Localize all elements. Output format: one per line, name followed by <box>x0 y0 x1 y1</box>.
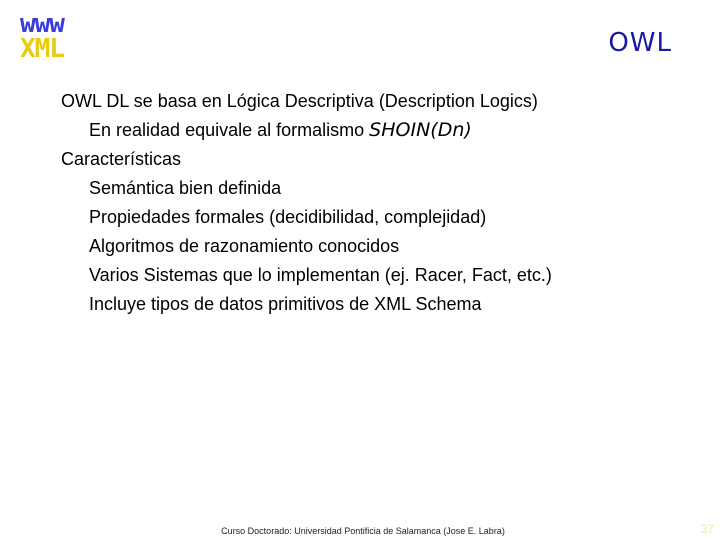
sub-bullet-formalism <box>89 119 701 141</box>
bullet-owl-dl: OWL DL se basa en Lógica Descriptiva (Description Logics) <box>61 91 538 111</box>
www-xml-logo <box>20 9 90 66</box>
bullet-caracteristicas: Características <box>61 149 182 169</box>
logo-xml-text: XML <box>20 34 64 64</box>
formalism-name: SHOIN(Dn) <box>369 119 472 141</box>
formalism-text: En realidad equivale al formalismo <box>89 120 370 140</box>
page-number: 37 <box>700 522 714 536</box>
slide-footer: Curso Doctorado: Universidad Pontificia de Salamanca (Jose E. Labra) <box>221 526 505 536</box>
sub-bullet-semantica: Semántica bien definida <box>89 178 282 198</box>
slide-content <box>61 90 701 322</box>
slide-title: OWL <box>608 28 672 58</box>
sub-bullet-sistemas: Varios Sistemas que lo implementan (ej. Racer, Fact, etc.) <box>89 265 552 285</box>
sub-bullet-algoritmos: Algoritmos de razonamiento conocidos <box>89 236 400 256</box>
sub-bullet-propiedades: Propiedades formales (decidibilidad, complejidad) <box>89 207 487 227</box>
sub-bullet-tipos-datos: Incluye tipos de datos primitivos de XML Schema <box>89 294 482 314</box>
logo-www-text: www <box>20 9 64 39</box>
